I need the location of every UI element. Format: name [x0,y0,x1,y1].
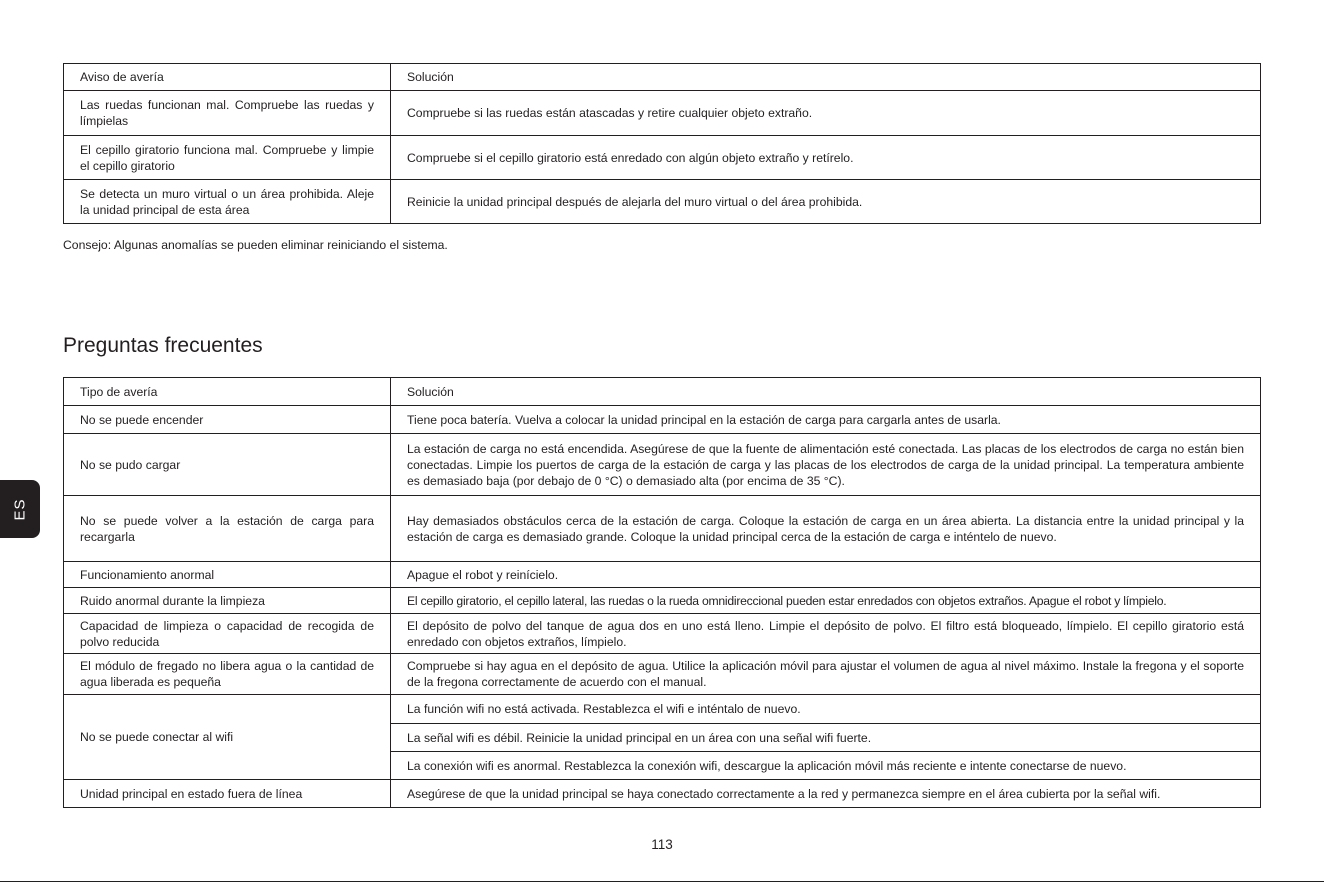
solution-cell: El cepillo giratorio, el cepillo lateral, las ruedas o la rueda omnidireccional pueden estar enredados con objetos extraños. Apague el robot y límpielo. [391,588,1261,614]
solution-cell: Hay demasiados obstáculos cerca de la estación de carga. Coloque la estación de carga en un área abierta. La distancia entre la unidad principal y la estación de carga es demasiado grande. Coloque la unidad principal cerca de la estación de carga e inténtelo de nuevo. [391,496,1261,562]
header-fault-type: Tipo de avería [64,378,391,406]
table-row [64,588,1261,614]
solution-cell: El depósito de polvo del tanque de agua dos en uno está lleno. Limpie el depósito de polvo. El filtro está bloqueado, límpielo. El cepillo giratorio está enredado con objetos extraños, límpielo. [391,614,1261,654]
solution-cell: Tiene poca batería. Vuelva a colocar la unidad principal en la estación de carga para cargarla antes de usarla. [391,406,1261,434]
solution-cell: La función wifi no está activada. Restablezca el wifi e inténtalo de nuevo. [391,695,1261,724]
fault-cell: El cepillo giratorio funciona mal. Compruebe y limpie el cepillo giratorio [64,136,391,180]
header-solution: Solución [391,64,1261,91]
solution-cell: La conexión wifi es anormal. Restablezca la conexión wifi, descargue la aplicación móvil más reciente e intente conectarse de nuevo. [391,752,1261,780]
table-row [64,434,1261,496]
solution-cell: Apague el robot y reinícielo. [391,562,1261,588]
language-tab [0,480,40,538]
table-row [64,695,1261,724]
table-row [64,654,1261,695]
solution-cell: Compruebe si las ruedas están atascadas y retire cualquier objeto extraño. [391,91,1261,136]
fault-cell: Se detecta un muro virtual o un área prohibida. Aleje la unidad principal de esta área [64,180,391,224]
table-header-row [64,64,1261,91]
fault-cell: No se puede volver a la estación de carga para recargarla [64,496,391,562]
tip-text: Consejo: Algunas anomalías se pueden eliminar reiniciando el sistema. [63,238,448,252]
table-row [64,780,1261,808]
fault-cell: Ruido anormal durante la limpieza [64,588,391,614]
table-row [64,91,1261,136]
table-row [64,180,1261,224]
faq-table [63,377,1261,808]
section-title: Preguntas frecuentes [63,334,263,357]
fault-cell: No se puede conectar al wifi [64,695,391,780]
table-row [64,406,1261,434]
page-number: 113 [651,837,673,852]
header-solution: Solución [391,378,1261,406]
solution-cell: Asegúrese de que la unidad principal se haya conectado correctamente a la red y permanezca siempre en el área cubierta por la señal wifi. [391,780,1261,808]
table-row [64,496,1261,562]
solution-cell: Compruebe si hay agua en el depósito de agua. Utilice la aplicación móvil para ajustar el volumen de agua al nivel máximo. Instale la fregona y el soporte de la fregona correctamente de acuerdo con el manual. [391,654,1261,695]
fault-cell: Capacidad de limpieza o capacidad de recogida de polvo reducida [64,614,391,654]
table-header-row [64,378,1261,406]
bottom-rule [0,881,1324,882]
solution-cell: La señal wifi es débil. Reinicie la unidad principal en un área con una señal wifi fuerte. [391,724,1261,752]
fault-cell: No se puede encender [64,406,391,434]
solution-cell: Reinicie la unidad principal después de alejarla del muro virtual o del área prohibida. [391,180,1261,224]
header-fault-alert: Aviso de avería [64,64,391,91]
table-row [64,614,1261,654]
table-row [64,562,1261,588]
fault-cell: Las ruedas funcionan mal. Compruebe las ruedas y límpielas [64,91,391,136]
fault-cell: Unidad principal en estado fuera de línea [64,780,391,808]
fault-cell: Funcionamiento anormal [64,562,391,588]
language-tab-label: ES [11,497,29,521]
solution-cell: La estación de carga no está encendida. Asegúrese de que la fuente de alimentación esté conectada. Las placas de los electrodos de carga no están bien conectadas. Limpie los puertos de carga de la estación de carga y las placas de los electrodos de carga de la unidad principal. La temperatura ambiente es demasiado baja (por debajo de 0 °C) o demasiado alta (por encima de 35 °C). [391,434,1261,496]
fault-cell: No se pudo cargar [64,434,391,496]
table-row [64,136,1261,180]
solution-cell: Compruebe si el cepillo giratorio está enredado con algún objeto extraño y retírelo. [391,136,1261,180]
fault-alert-table [63,63,1261,224]
fault-cell: El módulo de fregado no libera agua o la cantidad de agua liberada es pequeña [64,654,391,695]
